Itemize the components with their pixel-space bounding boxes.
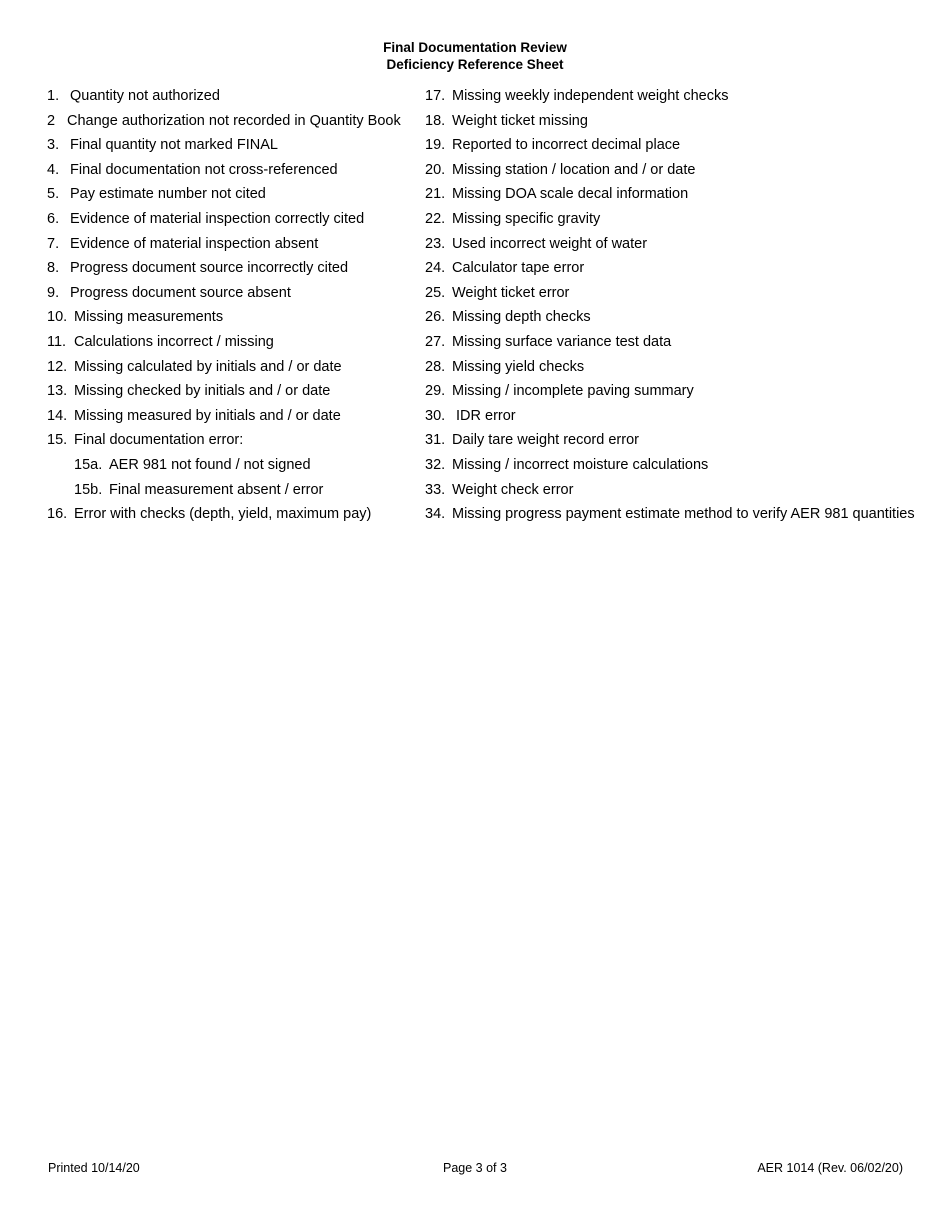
list-item xyxy=(47,111,407,136)
item-number: 26. xyxy=(425,309,446,326)
item-number: 11. xyxy=(47,333,67,350)
item-number: 25. xyxy=(425,284,446,301)
item-number: 27. xyxy=(425,333,446,350)
item-text: Final measurement absent / error xyxy=(109,481,324,498)
item-text: Reported to incorrect decimal place xyxy=(452,137,681,154)
item-number: 14. xyxy=(47,407,68,424)
item-number: 28. xyxy=(425,358,446,375)
list-item xyxy=(47,381,407,406)
list-item xyxy=(425,184,935,209)
item-number: 17. xyxy=(425,88,446,104)
item-text: Missing depth checks xyxy=(452,309,591,326)
footer-page-number: Page 3 of 3 xyxy=(443,1161,507,1175)
item-text: Final documentation not cross-referenced xyxy=(70,161,338,178)
document-header xyxy=(0,39,950,73)
item-text: Pay estimate number not cited xyxy=(70,186,266,203)
item-number: 8. xyxy=(47,260,60,277)
item-text: Missing calculated by initials and / or date xyxy=(74,358,342,375)
deficiency-list-right xyxy=(425,86,935,529)
item-text: Missing / incomplete paving summary xyxy=(452,383,694,400)
item-text: Evidence of material inspection absent xyxy=(70,235,319,252)
list-item xyxy=(47,184,407,209)
list-item xyxy=(425,357,935,382)
item-number: 32. xyxy=(425,456,446,473)
item-text: Progress document source incorrectly cited xyxy=(70,260,349,277)
list-item xyxy=(425,430,935,455)
item-number: 34. xyxy=(425,506,446,523)
item-text: Weight ticket missing xyxy=(452,112,588,129)
list-item xyxy=(47,357,407,382)
document-subtitle: Deficiency Reference Sheet xyxy=(386,57,564,72)
item-text: Weight ticket error xyxy=(452,284,570,301)
list-item xyxy=(425,480,935,505)
item-text: Used incorrect weight of water xyxy=(452,235,648,252)
item-text: AER 981 not found / not signed xyxy=(109,456,311,473)
item-number: 29. xyxy=(425,383,446,400)
item-number: 13. xyxy=(47,383,68,400)
list-item xyxy=(425,381,935,406)
item-text: Daily tare weight record error xyxy=(452,432,639,449)
list-item xyxy=(425,160,935,185)
item-number: 15. xyxy=(47,432,68,449)
item-text: Progress document source absent xyxy=(70,284,291,301)
item-text: Missing / incorrect moisture calculations xyxy=(452,456,709,473)
item-text: Missing measurements xyxy=(74,309,224,326)
item-number: 23. xyxy=(425,235,446,252)
item-number: 6. xyxy=(47,210,60,227)
list-item xyxy=(47,209,407,234)
item-number: 10. xyxy=(47,309,68,326)
item-number: 1. xyxy=(47,88,60,104)
list-item xyxy=(47,430,407,455)
item-text: Missing surface variance test data xyxy=(452,333,672,350)
list-item xyxy=(47,234,407,259)
list-item xyxy=(47,307,407,332)
item-text: Final documentation error: xyxy=(74,432,244,449)
list-item xyxy=(425,258,935,283)
list-item xyxy=(425,86,935,111)
item-text: Missing progress payment estimate method to verify AER 981 quantities xyxy=(452,506,915,523)
item-number: 24. xyxy=(425,260,446,277)
list-item xyxy=(47,86,407,111)
item-text: Error with checks (depth, yield, maximum pay) xyxy=(74,506,372,523)
item-number: 16. xyxy=(47,506,68,523)
item-number: 15b. xyxy=(74,481,103,498)
item-number: 9. xyxy=(47,284,60,301)
item-number: 4. xyxy=(47,161,60,178)
item-number: 15a. xyxy=(74,456,103,473)
document-title: Final Documentation Review xyxy=(383,40,567,55)
item-number: 33. xyxy=(425,481,446,498)
list-item xyxy=(425,234,935,259)
list-item xyxy=(425,111,935,136)
item-text: Quantity not authorized xyxy=(70,88,220,104)
item-number: 30. xyxy=(425,407,446,424)
item-text: Missing yield checks xyxy=(452,358,585,375)
list-item xyxy=(425,283,935,308)
item-number: 31. xyxy=(425,432,446,449)
item-text: Missing station / location and / or date xyxy=(452,161,696,178)
item-text: Weight check error xyxy=(452,481,574,498)
deficiency-list-left xyxy=(47,86,407,529)
item-text: Missing checked by initials and / or date xyxy=(74,383,331,400)
list-item xyxy=(47,283,407,308)
sub-list-item xyxy=(47,455,407,480)
list-item xyxy=(425,455,935,480)
list-item xyxy=(47,332,407,357)
footer-printed-date: Printed 10/14/20 xyxy=(48,1161,140,1175)
item-number: 22. xyxy=(425,210,446,227)
list-item xyxy=(47,258,407,283)
item-number: 3. xyxy=(47,137,60,154)
sub-list-item xyxy=(47,480,407,505)
item-number: 7. xyxy=(47,235,60,252)
list-item xyxy=(47,406,407,431)
list-item xyxy=(425,307,935,332)
item-number: 21. xyxy=(425,186,446,203)
item-text: IDR error xyxy=(456,407,516,424)
item-text: Final quantity not marked FINAL xyxy=(70,137,278,154)
list-item xyxy=(47,135,407,160)
item-number: 12. xyxy=(47,358,68,375)
list-item xyxy=(47,504,407,529)
list-item xyxy=(425,332,935,357)
item-text: Change authorization not recorded in Quantity Book xyxy=(67,112,401,129)
list-item xyxy=(47,160,407,185)
item-text: Missing measured by initials and / or date xyxy=(74,407,341,424)
item-text: Calculator tape error xyxy=(452,260,585,277)
list-item xyxy=(425,209,935,234)
list-item xyxy=(425,504,935,529)
list-item xyxy=(425,406,935,431)
item-number: 20. xyxy=(425,161,446,178)
item-number: 19. xyxy=(425,137,446,154)
footer-form-number: AER 1014 (Rev. 06/02/20) xyxy=(757,1161,903,1175)
item-text: Evidence of material inspection correctly cited xyxy=(70,210,365,227)
list-item xyxy=(425,135,935,160)
item-text: Missing specific gravity xyxy=(452,210,601,227)
item-number: 2 xyxy=(47,112,56,129)
item-number: 18. xyxy=(425,112,446,129)
item-text: Missing weekly independent weight checks xyxy=(452,88,729,104)
item-text: Calculations incorrect / missing xyxy=(74,333,274,350)
item-text: Missing DOA scale decal information xyxy=(452,186,689,203)
item-number: 5. xyxy=(47,186,60,203)
